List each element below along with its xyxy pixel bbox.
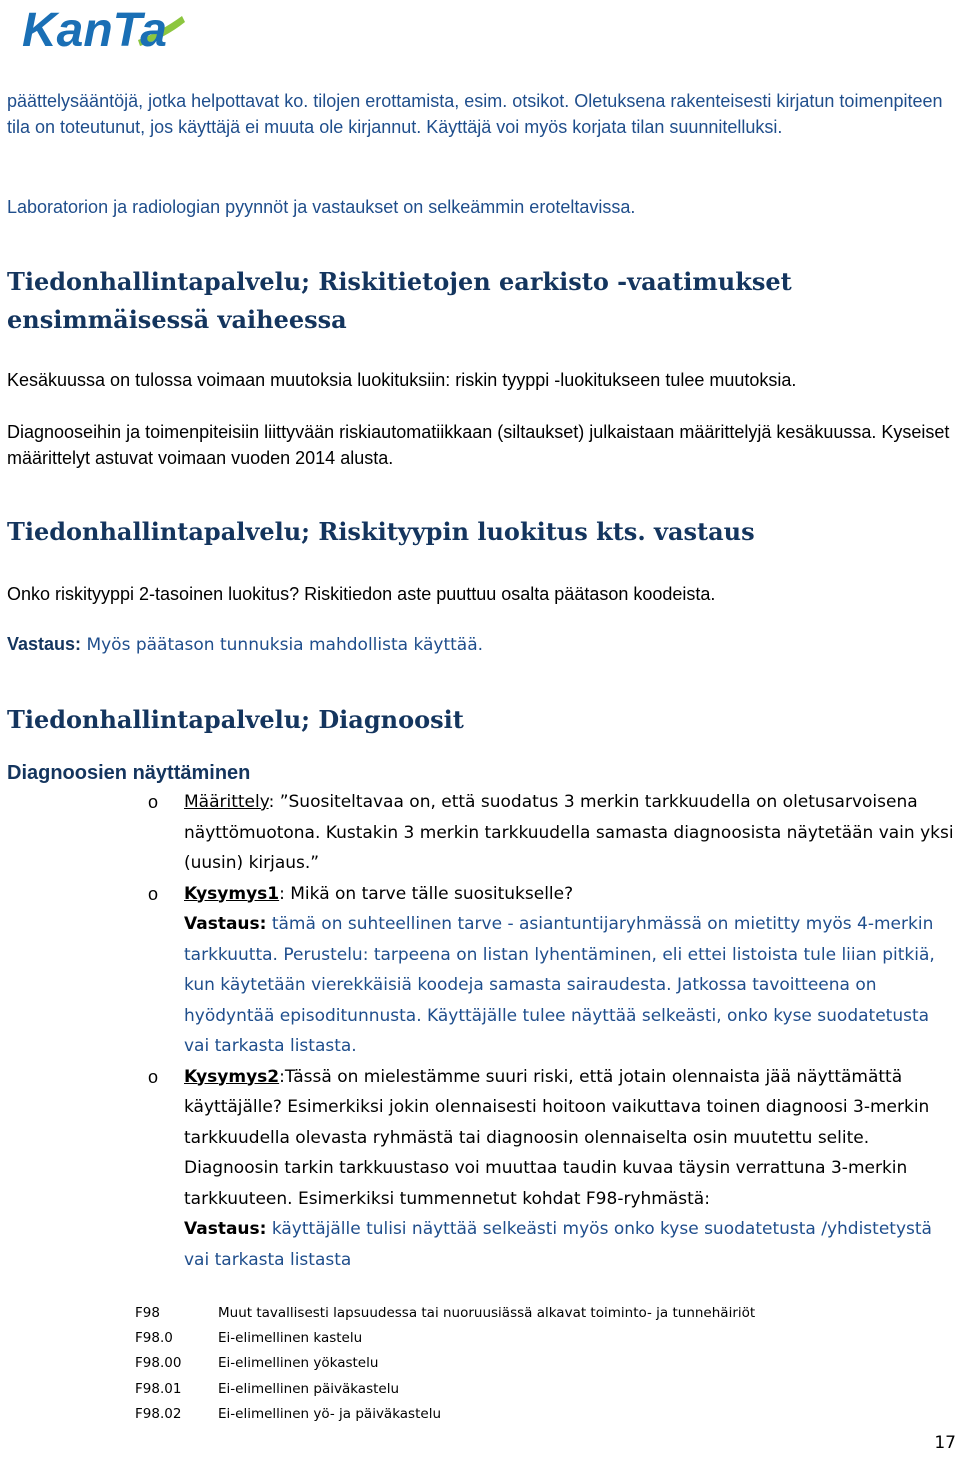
kanta-logo (20, 2, 185, 52)
answer-text: Myös päätason tunnuksia mahdollista käyttää. (81, 635, 484, 655)
code-description: Ei-elimellinen yökastelu (218, 1355, 379, 1372)
answer-text: tämä on suhteellinen tarve - asiantuntijaryhmässä on mietitty myös 4-merkin tarkkuutta. Perustelu: tarpeena on listan lyhentäminen, eli ettei listoista tule liian pitkiä, kun käytetään vierekkäisiä koodeja samasta sairaudesta. Jatkossa tavoitteena on hyödyntää episoditunnusta. Käyttäjälle tulee näyttää selkeästi, onko kyse suodatetusta vai tarkasta listasta. (184, 914, 935, 1056)
section2-question: Onko riskityyppi 2-tasoinen luokitus? Riskitiedon aste puuttuu osalta päätason koodeista. (7, 584, 716, 604)
bullet-maarittely (148, 787, 958, 879)
section1-paragraph-2: Diagnooseihin ja toimenpiteisiin liittyvään riskiautomatiikkaan (siltaukset) julkaistaan määrittelyjä kesäkuussa. Kyseiset määrittelyt astuvat voimaan vuoden 2014 alusta. (7, 422, 950, 468)
section2-answer (7, 631, 952, 658)
bullet-label: Kysymys2 (184, 1066, 280, 1087)
code-id: F98.0 (135, 1329, 173, 1346)
answer-text: käyttäjälle tulisi näyttää selkeästi myös onko kyse suodatetusta /yhdistetystä vai tarkasta listasta (184, 1219, 932, 1270)
page-number: 17 (934, 1433, 956, 1453)
bullet-separator: : (279, 883, 291, 904)
code-description: Ei-elimellinen päiväkastelu (218, 1380, 400, 1397)
bullet-text: Mikä on tarve tälle suositukselle? (290, 883, 574, 904)
code-row (135, 1351, 755, 1376)
code-id: F98 (135, 1304, 160, 1321)
answer-label: Vastaus: (184, 914, 267, 934)
bullet-text: ”Suositeltavaa on, että suodatus 3 merkin tarkkuudella on oletusarvoisena näyttömuotona. Kustakin 3 merkin tarkkuudella samasta diagnoosista näytetään vain yksi (uusin) kirjaus.” (184, 792, 954, 873)
code-row (135, 1300, 755, 1325)
code-id: F98.00 (135, 1355, 182, 1372)
code-id: F98.01 (135, 1380, 182, 1397)
bullet-label: Määrittely (184, 792, 269, 812)
section1-paragraph-1: Kesäkuussa on tulossa voimaan muutoksia luokituksiin: riskin tyyppi -luokitukseen tulee muutoksia. (7, 370, 797, 390)
code-description: Ei-elimellinen yö- ja päiväkastelu (218, 1405, 442, 1422)
code-row (135, 1325, 755, 1350)
diagnosis-code-list (135, 1300, 755, 1426)
code-row (135, 1401, 755, 1426)
bullet-kysymys1 (148, 879, 958, 1062)
code-description: Ei-elimellinen kastelu (218, 1329, 363, 1346)
bullet-label: Kysymys1 (184, 883, 280, 904)
answer-label: Vastaus: (184, 1219, 267, 1239)
answer-label: Vastaus: (7, 634, 82, 654)
intro-paragraph-2: Laboratorion ja radiologian pyynnöt ja vastaukset on selkeämmin eroteltavissa. (7, 197, 636, 217)
subheading-diagnoosien-nayttaminen: Diagnoosien näyttäminen (7, 762, 251, 784)
bullet-separator: : (279, 1066, 285, 1087)
bullet-marker: o (148, 1066, 159, 1087)
bullet-marker: o (148, 883, 159, 904)
bullet-text: Tässä on mielestämme suuri riski, että jotain olennaista jää näyttämättä käyttäjälle? Esimerkiksi jokin olennaisesti hoitoon vaikuttava toinen diagnoosi 3-merkin tarkkuudella olevasta ryhmästä tai diagnoosin olennaiselta osin muutettu selite. Diagnoosin tarkin tarkkuustaso voi muuttaa taudin kuvaa täysin verrattuna 3-merkin tarkkuuteen. Esimerkiksi tummennetut kohdat F98-ryhmästä: (184, 1066, 930, 1209)
logo-text: KanTa (22, 4, 167, 52)
section-heading-diagnoosit: Tiedonhallintapalvelu; Diagnoosit (7, 705, 464, 734)
code-description: Muut tavallisesti lapsuudessa tai nuoruusiässä alkavat toiminto- ja tunnehäiriöt (218, 1304, 756, 1321)
code-row (135, 1376, 755, 1401)
section-heading-riskityyppi: Tiedonhallintapalvelu; Riskityypin luokitus kts. vastaus (7, 517, 755, 546)
code-id: F98.02 (135, 1405, 182, 1422)
bullet-separator: : (268, 792, 280, 812)
bullet-kysymys2 (148, 1062, 958, 1276)
bullet-marker: o (148, 792, 159, 812)
section-heading-riskitiedot: Tiedonhallintapalvelu; Riskitietojen earkisto -vaatimukset ensimmäisessä vaiheessa (7, 267, 792, 334)
intro-paragraph-1: päättelysääntöjä, jotka helpottavat ko. tilojen erottamista, esim. otsikot. Oletuksena rakenteisesti kirjatun toimenpiteen tila on toteutunut, jos käyttäjä ei muuta ole kirjannut. Käyttäjä voi myös korjata tilan suunnitelluksi. (7, 91, 943, 137)
bullet-list (148, 787, 958, 1275)
